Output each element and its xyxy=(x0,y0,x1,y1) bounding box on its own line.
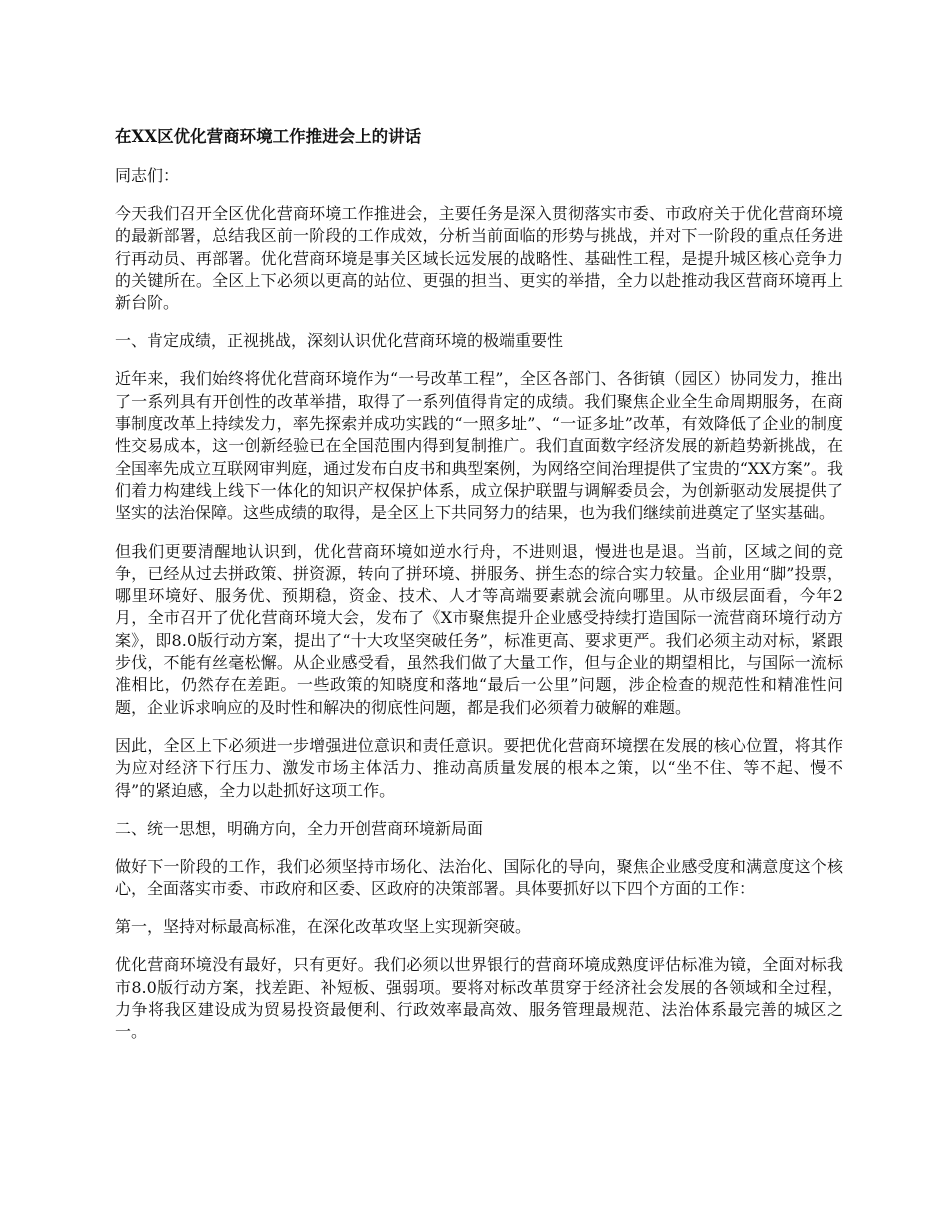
paragraph-benchmark: 优化营商环境没有最好，只有更好。我们必须以世界银行的营商环境成熟度评估标准为镜，全面对标我市8.0版行动方案，找差距、补短板、强弱项。要将对标改革贯穿于经济社会发展的各领域和全过程，力争将我区建设成为贸易投资最便利、行政效率最高效、服务管理最规范、法治体系最完善的城区之一。 xyxy=(115,955,843,1042)
document-page xyxy=(115,125,843,1060)
paragraph-conclusion-1: 因此，全区上下必须进一步增强进位意识和责任意识。要把优化营商环境摆在发展的核心位置，将其作为应对经济下行压力、激发市场主体活力、推动高质量发展的根本之策，以“坐不住、等不起、慢不得”的紧迫感，全力以赴抓好这项工作。 xyxy=(115,735,843,800)
section-heading-2: 二、统一思想，明确方向，全力开创营商环境新局面 xyxy=(115,818,484,838)
paragraph-achievements: 近年来，我们始终将优化营商环境作为“一号改革工程”，全区各部门、各街镇（园区）协同发力，推出了一系列具有开创性的改革举措，取得了一系列值得肯定的成绩。我们聚焦企业全生命周期服务，在商事制度改革上持续发力，率先探索并成功实践的“一照多址”、“一证多址”改革，有效降低了企业的制度性交易成本，这一创新经验已在全国范围内得到复制推广。我们直面数字经济发展的新趋势新挑战，在全国率先成立互联网审判庭，通过发布白皮书和典型案例，为网络空间治理提供了宝贵的“XX方案”。我们着力构建线上线下一体化的知识产权保护体系，成立保护联盟与调解委员会，为创新驱动发展提供了坚实的法治保障。这些成绩的取得，是全区上下共同努力的结果，也为我们继续前进奠定了坚实基础。 xyxy=(115,369,843,523)
paragraph-intro: 今天我们召开全区优化营商环境工作推进会，主要任务是深入贯彻落实市委、市政府关于优化营商环境的最新部署，总结我区前一阶段的工作成效，分析当前面临的形势与挑战，并对下一阶段的重点任务进行再动员、再部署。优化营商环境是事关区域长远发展的战略性、基础性工程，是提升城区核心竞争力的关键所在。全区上下必须以更高的站位、更强的担当、更实的举措，全力以赴推动我区营商环境再上新台阶。 xyxy=(115,204,843,313)
document-title: 在XX区优化营商环境工作推进会上的讲话 xyxy=(115,127,422,146)
subsection-heading-1: 第一，坚持对标最高标准，在深化改革攻坚上实现新突破。 xyxy=(115,917,532,937)
salutation: 同志们： xyxy=(115,166,180,185)
section-heading-1: 一、肯定成绩，正视挑战，深刻认识优化营商环境的极端重要性 xyxy=(115,331,564,351)
paragraph-direction: 做好下一阶段的工作，我们必须坚持市场化、法治化、国际化的导向，聚焦企业感受度和满意度这个核心，全面落实市委、市政府和区委、区政府的决策部署。具体要抓好以下四个方面的工作： xyxy=(115,856,843,899)
paragraph-challenges: 但我们更要清醒地认识到，优化营商环境如逆水行舟，不进则退，慢进也是退。当前，区域之间的竞争，已经从过去拼政策、拼资源，转向了拼环境、拼服务、拼生态的综合实力较量。企业用“脚”投票，哪里环境好、服务优、预期稳，资金、技术、人才等高端要素就会流向哪里。从市级层面看，今年2月，全市召开了优化营商环境大会，发布了《X市聚焦提升企业感受持续打造国际一流营商环境行动方案》，即8.0版行动方案，提出了“十大攻坚突破任务”，标准更高、要求更严。我们必须主动对标，紧跟步伐，不能有丝毫松懈。从企业感受看，虽然我们做了大量工作，但与企业的期望相比，与国际一流标准相比，仍然存在差距。一些政策的知晓度和落地“最后一公里”问题，涉企检查的规范性和精准性问题，企业诉求响应的及时性和解决的彻底性问题，都是我们必须着力破解的难题。 xyxy=(115,541,843,717)
